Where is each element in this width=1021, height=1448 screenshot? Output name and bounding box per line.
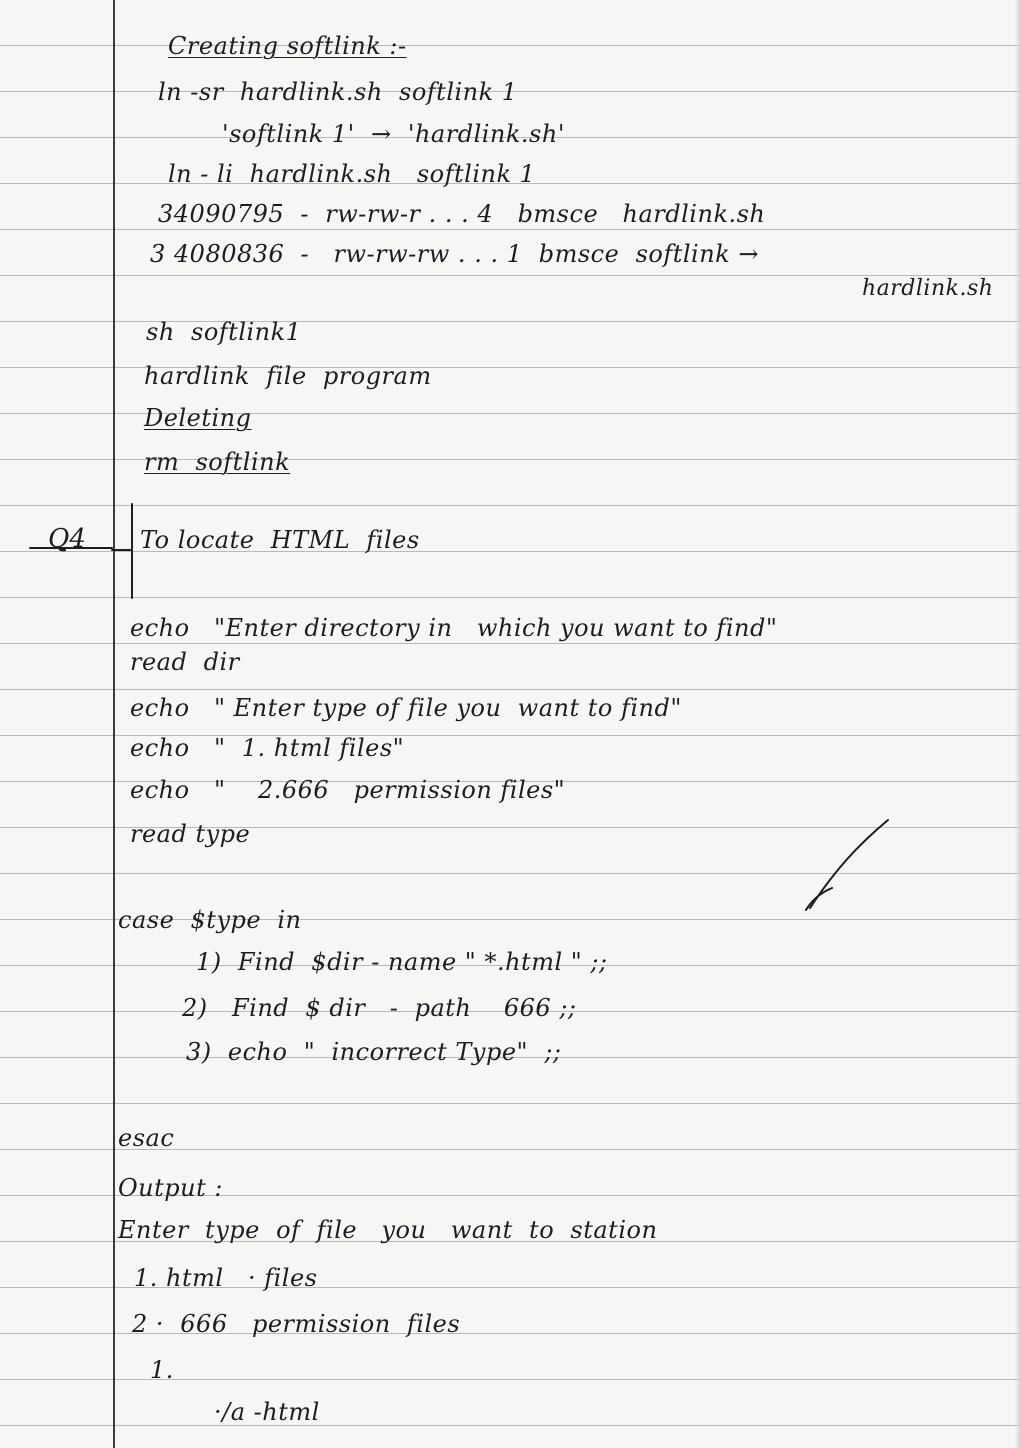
- script-line: echo " Enter type of file you want to find": [130, 694, 682, 722]
- check-stroke: [810, 820, 888, 908]
- question-label: Q4: [48, 524, 86, 554]
- script-line: echo " 1. html files": [130, 734, 405, 762]
- q4-divider-line: [112, 504, 132, 598]
- esac-keyword: esac: [118, 1124, 175, 1152]
- output-line: ·/a -html: [214, 1398, 320, 1426]
- case-item: 1) Find $dir - name " *.html " ;;: [196, 948, 608, 976]
- script-line: read type: [130, 820, 251, 848]
- hardlink-program-output: hardlink file program: [144, 362, 432, 390]
- inode-row-softlink: 3 4080836 - rw-rw-rw . . . 1 bmsce softlink →: [150, 240, 759, 268]
- q4-title: To locate HTML files: [140, 526, 420, 554]
- script-line: echo " 2.666 permission files": [130, 776, 566, 804]
- softlink-heading: Creating softlink :-: [168, 32, 407, 60]
- case-item: 2) Find $ dir - path 666 ;;: [182, 994, 577, 1022]
- case-statement: case $type in: [118, 906, 302, 934]
- inode-row-hardlink: 34090795 - rw-rw-r . . . 4 bmsce hardlink.sh: [158, 200, 766, 228]
- deleting-heading: Deleting: [144, 404, 252, 432]
- output-line: 1.: [150, 1356, 174, 1384]
- output-line: 2 · 666 permission files: [132, 1310, 461, 1338]
- rm-softlink-command: rm softlink: [144, 448, 291, 476]
- ln-sr-command: ln -sr hardlink.sh softlink 1: [158, 78, 518, 106]
- case-item: 3) echo " incorrect Type" ;;: [186, 1038, 562, 1066]
- script-line: read dir: [130, 648, 240, 676]
- inode-row-softlink-target: hardlink.sh: [862, 276, 994, 301]
- output-line: 1. html · files: [134, 1264, 318, 1292]
- output-line: Enter type of file you want to station: [118, 1216, 658, 1244]
- output-heading: Output :: [118, 1174, 223, 1202]
- sh-softlink-command: sh softlink1: [146, 318, 302, 346]
- ln-sr-result: 'softlink 1' → 'hardlink.sh': [222, 120, 565, 148]
- script-line: echo "Enter directory in which you want to find": [130, 614, 778, 642]
- ln-li-command: ln - li hardlink.sh softlink 1: [168, 160, 536, 188]
